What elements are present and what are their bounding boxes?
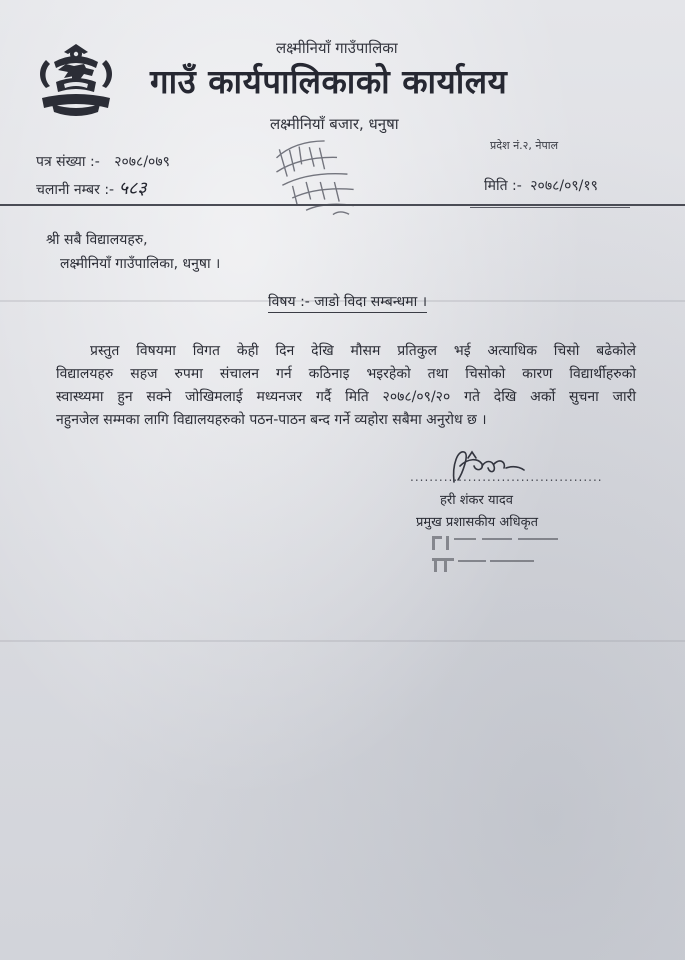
- letterhead-divider: [0, 204, 685, 206]
- office-title: गाउँ कार्यपालिकाको कार्यालय: [150, 62, 508, 101]
- letterhead-divider-secondary: [470, 207, 630, 208]
- recipient-line-2: लक्ष्मीनियाँ गाउँपालिका, धनुषा ।: [60, 256, 221, 272]
- office-address: लक्ष्मीनियाँ बजार, धनुषा: [270, 115, 399, 133]
- dispatch-number-label: चलानी नम्बर :-: [36, 182, 115, 198]
- nepal-emblem-icon: [34, 42, 118, 120]
- office-round-stamp: [264, 126, 376, 235]
- letter-date: [484, 176, 598, 195]
- body-line: प्रस्तुत विषयमा विगत केही दिन देखि मौसम प्रतिकुल भई अत्याधिक चिसो बढेकोले: [90, 343, 636, 359]
- body-line: विद्यालयहरु सहज रुपमा संचालन गर्न कठिनाइ भइरहेको तथा चिसोको कारण विद्यार्थीहरुको: [56, 366, 636, 382]
- paper-fold: [0, 640, 685, 642]
- letter-number-value: २०७८/०७९: [114, 154, 170, 170]
- dispatch-number-value: ५८३: [118, 178, 147, 199]
- municipality-name: लक्ष्मीनियाँ गाउँपालिका: [276, 39, 398, 57]
- dispatch-number: [36, 176, 147, 200]
- letter-body: [56, 340, 636, 432]
- signature-line: ........................................: [410, 470, 603, 484]
- letter-number: [36, 152, 170, 171]
- recipient-line-1: श्री सबै विद्यालयहरु,: [46, 232, 148, 248]
- signatory-name: हरी शंकर यादव: [440, 493, 514, 508]
- letter-number-label: पत्र संख्या :-: [36, 154, 100, 170]
- signatory-title: प्रमुख प्रशासकीय अधिकृत: [416, 515, 539, 530]
- date-value: २०७८/०९/१९: [530, 178, 598, 194]
- body-line: नहुनजेल सम्मका लागि विद्यालयहरुको पठन-पाठन बन्द गर्ने व्यहोरा सबैमा अनुरोध छ ।: [56, 412, 487, 428]
- body-line: स्वास्थ्यमा हुन सक्ने जोखिमलाई मध्यनजर गर्दै मिति २०७८/०९/२० गते देखि अर्को सुचना जारी: [56, 389, 636, 405]
- date-label: मिति :-: [484, 178, 522, 194]
- province-label: प्रदेश नं.२, नेपाल: [490, 139, 559, 152]
- subject-line: विषय :- जाडो विदा सम्बन्धमा ।: [268, 292, 427, 313]
- name-seal-stamp: [428, 530, 578, 580]
